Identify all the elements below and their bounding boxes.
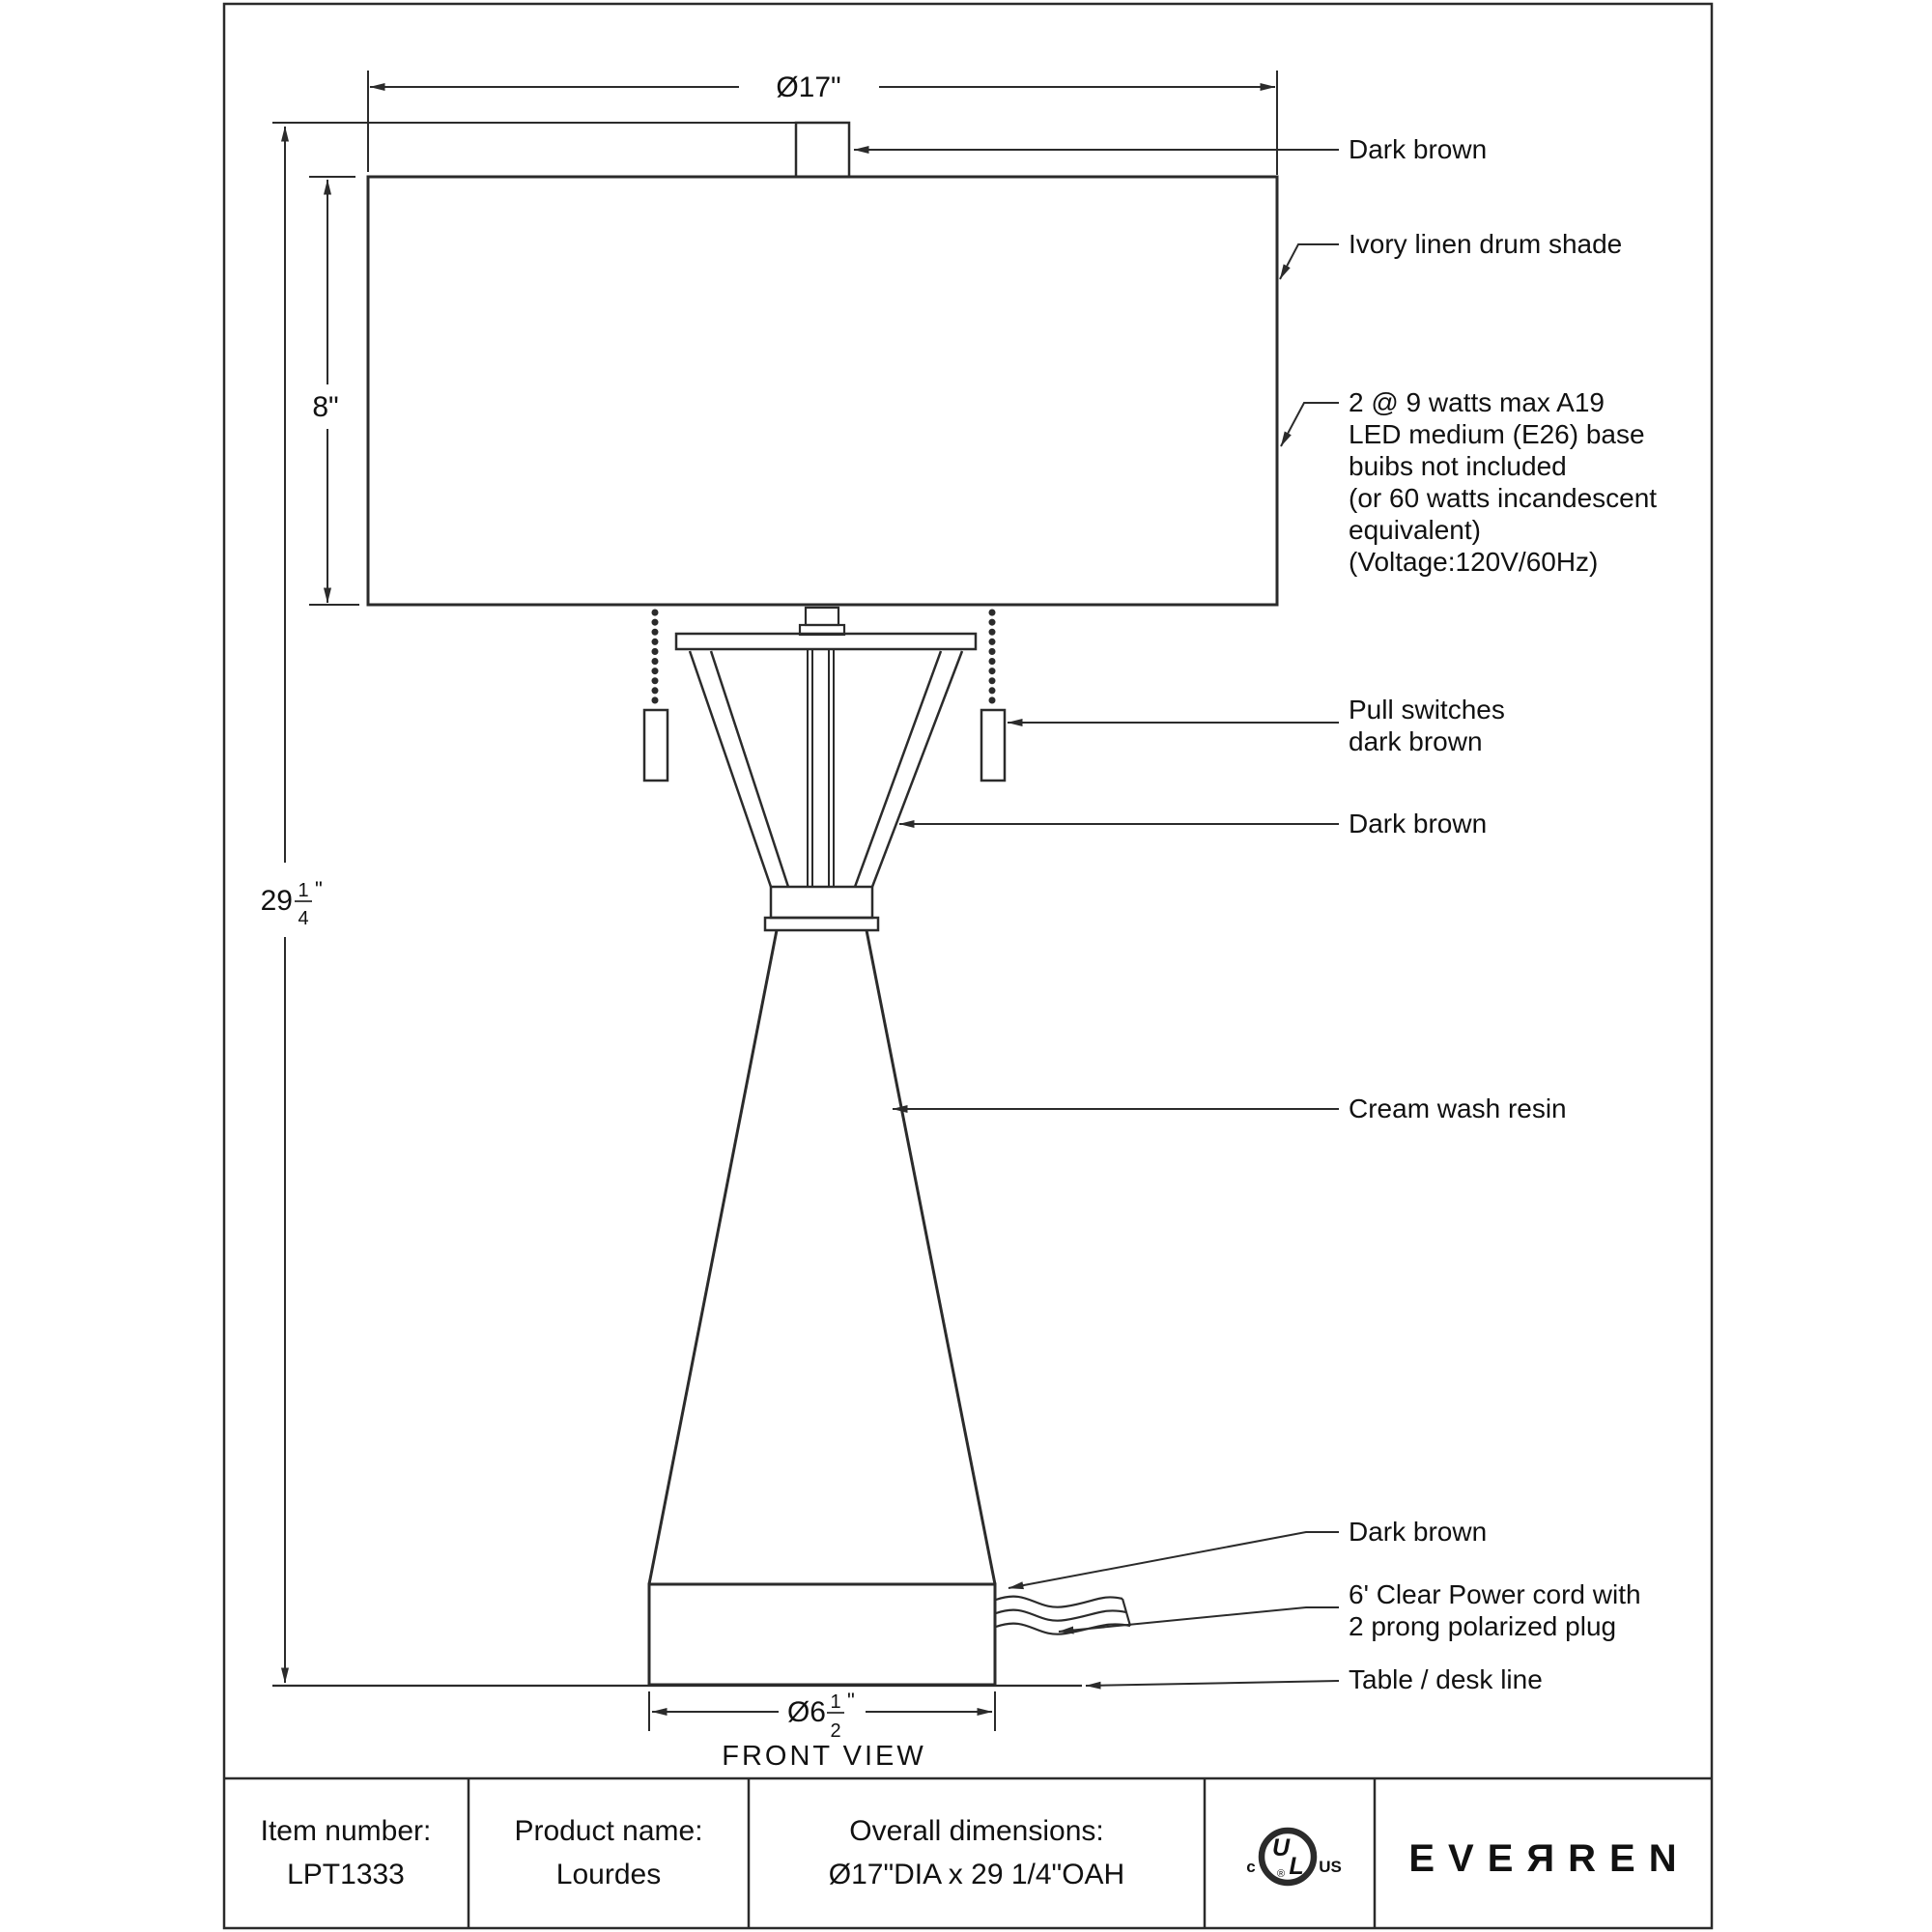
ul-logo-letter-u: U [1271, 1834, 1291, 1861]
leader-bulbs [1281, 403, 1339, 446]
overall-dimensions-label: Overall dimensions: [849, 1815, 1104, 1847]
ul-logo-us: US [1319, 1858, 1342, 1876]
annotation-table-line: Table / desk line [1349, 1664, 1543, 1694]
view-label: FRONT VIEW [722, 1741, 926, 1772]
leader-base [1009, 1532, 1339, 1588]
socket-cap [806, 608, 838, 625]
annotation-pull-switches-line2: dark brown [1349, 726, 1483, 756]
dimension-overall-height [261, 127, 323, 1683]
power-cord [996, 1597, 1130, 1634]
base-diameter-numerator: 1 [830, 1691, 841, 1713]
annotation-bulb-line3: buibs not included [1349, 451, 1567, 481]
dimension-shade-height [309, 177, 359, 605]
product-name-value: Lourdes [555, 1859, 662, 1890]
left-arm-outer [690, 651, 771, 887]
annotation-bulb-line1: 2 @ 9 watts max A19 [1349, 387, 1605, 417]
shade-diameter-label: Ø17" [776, 71, 841, 103]
overall-height-unit: " [315, 877, 323, 901]
annotation-pull-switches-line1: Pull switches [1349, 695, 1505, 724]
neck-collar [771, 887, 872, 918]
leader-shade [1280, 244, 1339, 279]
shade-height-label: 8" [312, 391, 339, 423]
pull-switch-left [644, 710, 668, 781]
left-arm-inner [711, 651, 788, 887]
title-block [224, 1778, 1712, 1928]
item-number-value: LPT1333 [287, 1859, 405, 1890]
ul-logo-registered-mark: ® [1276, 1868, 1286, 1880]
neck-collar-flange [765, 918, 878, 930]
overall-height-numerator: 1 [298, 880, 309, 901]
drum-shade-outline [368, 177, 1277, 605]
base-diameter-denominator: 2 [830, 1720, 841, 1742]
annotation-bulb-line5: equivalent) [1349, 515, 1481, 545]
dimension-base-diameter [649, 1689, 995, 1742]
harp-plate [676, 634, 976, 649]
ul-logo-c: c [1246, 1858, 1256, 1876]
brand-logo: EVEЯREN [1408, 1837, 1690, 1880]
right-arm-outer [872, 651, 962, 887]
base-diameter-unit: " [847, 1689, 855, 1713]
cone-body-left-edge [649, 930, 777, 1584]
annotation-cord-line2: 2 prong polarized plug [1349, 1611, 1617, 1641]
annotation-cord-line1: 6' Clear Power cord with [1349, 1579, 1641, 1609]
annotation-bulb-line2: LED medium (E26) base [1349, 419, 1645, 449]
overall-dimensions-value: Ø17"DIA x 29 1/4"OAH [828, 1859, 1125, 1890]
base-diameter-whole: Ø6 [786, 1696, 826, 1728]
right-arm-inner [855, 651, 941, 887]
item-number-label: Item number: [260, 1815, 432, 1847]
annotation-arm: Dark brown [1349, 809, 1488, 838]
pull-switch-right [981, 710, 1005, 781]
annotation-base: Dark brown [1349, 1517, 1488, 1547]
annotation-finial: Dark brown [1349, 134, 1488, 164]
annotation-bulb-line4: (or 60 watts incandescent [1349, 483, 1658, 513]
annotation-shade: Ivory linen drum shade [1349, 229, 1623, 259]
ul-logo-letter-l: L [1289, 1853, 1304, 1880]
ul-certification-logo [1246, 1831, 1342, 1883]
lamp-base [649, 1584, 995, 1685]
product-name-label: Product name: [514, 1815, 703, 1847]
overall-height-denominator: 4 [298, 908, 309, 929]
finial [796, 123, 849, 177]
leader-table-line [1086, 1681, 1339, 1686]
annotation-body: Cream wash resin [1349, 1094, 1567, 1123]
annotation-bulb-line6: (Voltage:120V/60Hz) [1349, 547, 1599, 577]
overall-height-whole: 29 [260, 885, 293, 917]
cone-body-right-edge [867, 930, 995, 1584]
